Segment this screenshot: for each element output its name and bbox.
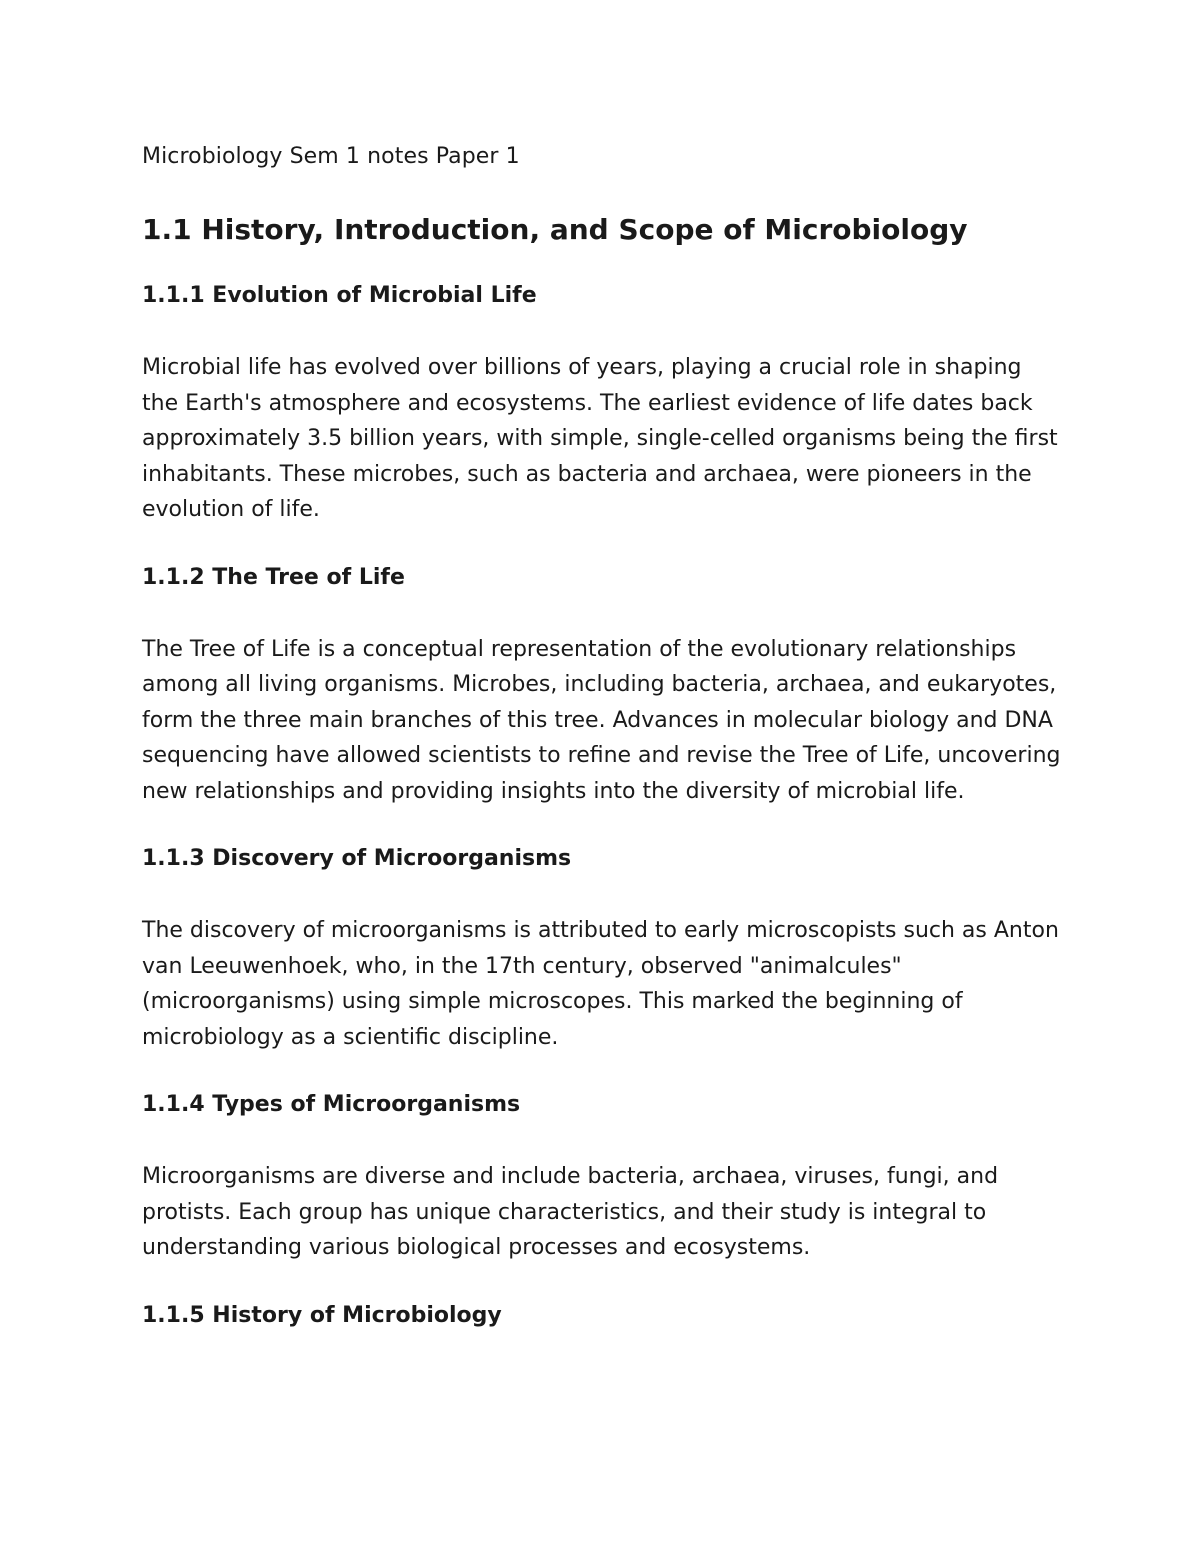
section-heading-history: 1.1.5 History of Microbiology [142, 1302, 502, 1328]
section-body-evolution: Microbial life has evolved over billions of years, playing a crucial role in shaping the Earth's atmosphere and ecosystems. The earliest evidence of life dates back approximately 3.5 billion years, with simple, single-celled organisms being the first inhabitants. These microbes, such as bacteria and archaea, were pioneers in the evolution of life. [142, 355, 1058, 522]
chapter-heading: 1.1 History, Introduction, and Scope of Microbiology [142, 213, 968, 246]
section-heading-discovery: 1.1.3 Discovery of Microorganisms [142, 846, 572, 871]
section-body-tree-of-life: The Tree of Life is a conceptual representation of the evolutionary relationships among all living organisms. Microbes, including bacteria, archaea, and eukaryotes, form the three main branches of this tree. Advances in molecular biology and DNA sequencing have allowed scientists to refine and revise the Tree of Life, uncovering new relationships and providing insights into the diversity of microbial life. [142, 636, 1061, 804]
section-body-types: Microorganisms are diverse and include bacteria, archaea, viruses, fungi, and protists. Each group has unique characteristics, and their study is integral to understanding various biological processes and ecosystems. [142, 1164, 999, 1260]
section-heading-evolution: 1.1.1 Evolution of Microbial Life [142, 283, 537, 308]
section-heading-types: 1.1.4 Types of Microorganisms [142, 1092, 521, 1117]
section-heading-tree-of-life: 1.1.2 The Tree of Life [142, 564, 405, 590]
section-body-discovery: The discovery of microorganisms is attributed to early microscopists such as Anton van Leeuwenhoek, who, in the 17th century, observed "animalcules" (microorganisms) using simple microscopes. This marked the beginning of microbiology as a scientific discipline. [142, 918, 1059, 1050]
document-page [142, 140, 1072, 1370]
document-title: Microbiology Sem 1 notes Paper 1 [142, 144, 520, 169]
